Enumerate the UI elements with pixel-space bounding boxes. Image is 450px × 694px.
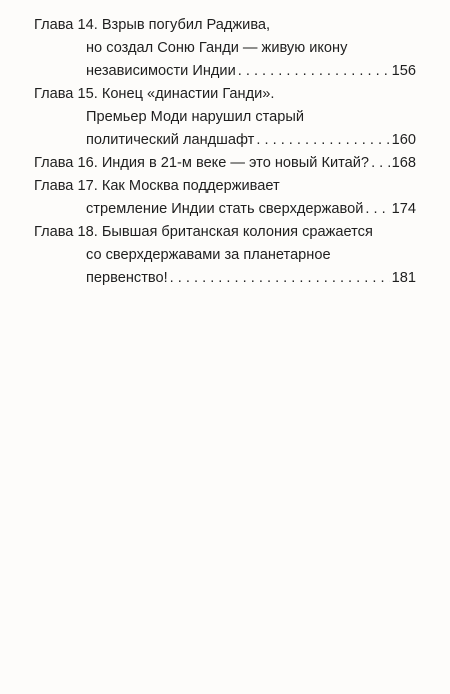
- toc-entry-line: [34, 14, 416, 37]
- chapter-title-line: первенство!: [86, 270, 168, 286]
- page-number: 160: [391, 132, 416, 148]
- chapter-title-line: со сверхдержавами за планетарное: [86, 247, 331, 263]
- chapter-title-line: Глава 18. Бывшая британская колония сражается: [34, 224, 373, 240]
- chapter-title-line: Премьер Моди нарушил старый: [86, 109, 305, 125]
- page-number: 174: [391, 201, 416, 217]
- chapter-title-line: стремление Индии стать сверхдержавой: [86, 201, 364, 217]
- dot-leader: [170, 267, 390, 290]
- toc-entry-line: [34, 37, 416, 60]
- toc-entry-16[interactable]: [34, 152, 416, 175]
- toc-entry-18[interactable]: [34, 221, 416, 290]
- toc-entry-line: [34, 129, 416, 152]
- page-number: 181: [391, 270, 416, 286]
- toc-entry-line: [34, 221, 416, 244]
- chapter-title-line: Глава 16. Индия в 21-м веке — это новый Китай?: [34, 155, 370, 171]
- toc-entry-line: [34, 244, 416, 267]
- toc-entry-line: [34, 198, 416, 221]
- chapter-title-line: Глава 14. Взрыв погубил Раджива,: [34, 17, 271, 33]
- toc-entry-line: [34, 175, 416, 198]
- toc-entry-line: [34, 106, 416, 129]
- chapter-title-line: Глава 15. Конец «династии Ганди».: [34, 86, 275, 102]
- chapter-title-line: но создал Соню Ганди — живую икону: [86, 40, 348, 56]
- chapter-title-line: политический ландшафт: [86, 132, 255, 148]
- toc-entry-15[interactable]: [34, 83, 416, 152]
- dot-leader: [238, 60, 390, 83]
- page-number: 168: [391, 155, 416, 171]
- page-number: 156: [391, 63, 416, 79]
- toc-entry-line: [34, 267, 416, 290]
- dot-leader: [371, 152, 390, 175]
- toc-entry-line: [34, 152, 416, 175]
- toc-entry-14[interactable]: [34, 14, 416, 83]
- toc-entry-line: [34, 60, 416, 83]
- dot-leader: [256, 129, 389, 152]
- toc-entry-line: [34, 83, 416, 106]
- dot-leader: [365, 198, 389, 221]
- chapter-title-line: независимости Индии: [86, 63, 236, 79]
- table-of-contents: [34, 14, 416, 290]
- toc-entry-17[interactable]: [34, 175, 416, 221]
- chapter-title-line: Глава 17. Как Москва поддерживает: [34, 178, 280, 194]
